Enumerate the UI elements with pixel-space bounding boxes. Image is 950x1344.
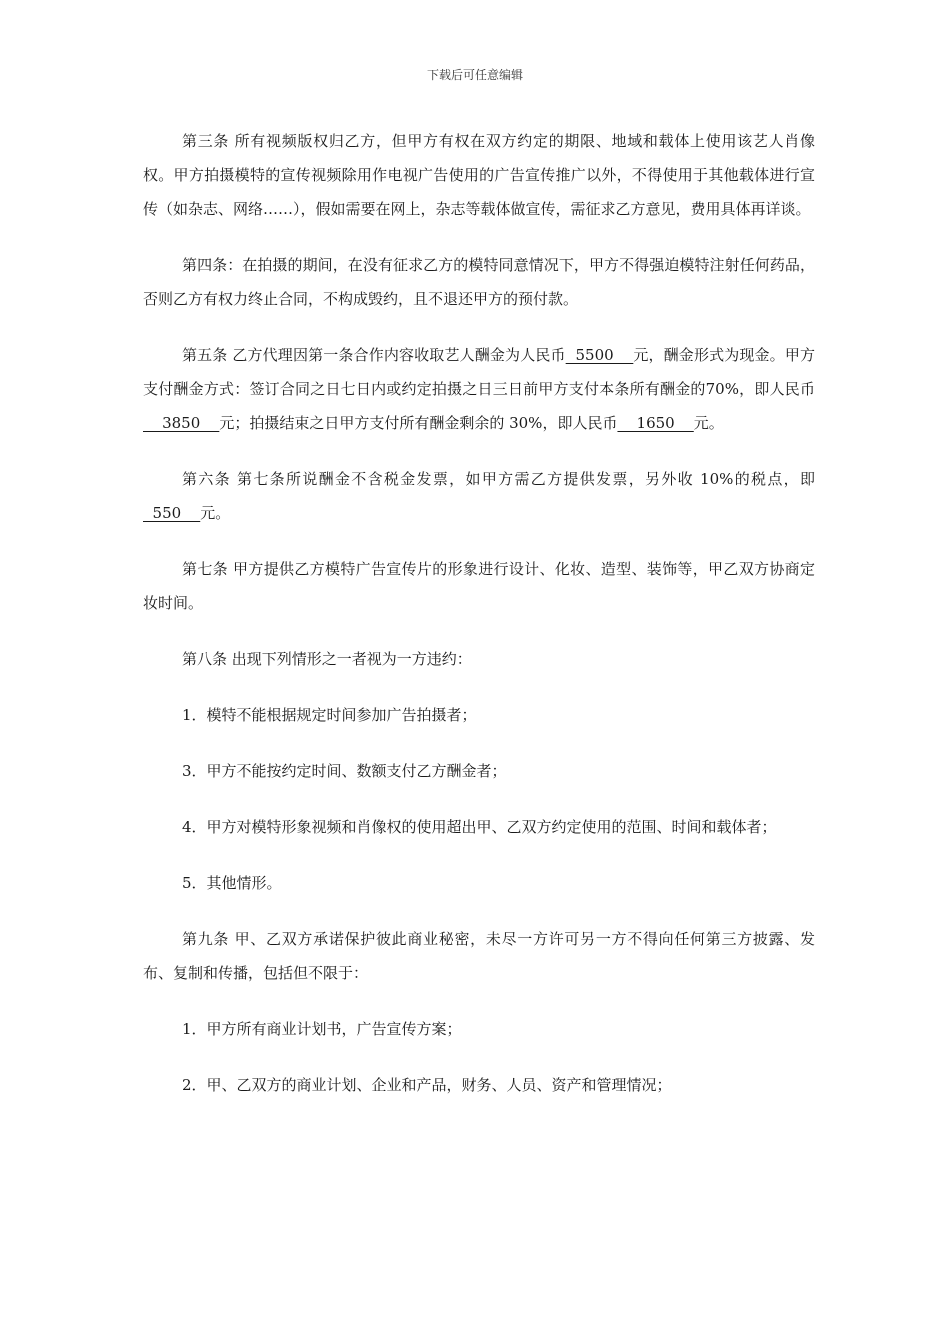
balance-amount: 1650 bbox=[617, 414, 694, 432]
article-6-text-2: 元。 bbox=[200, 504, 231, 522]
article-8-item: 5．其他情形。 bbox=[182, 874, 282, 892]
article-7: 第七条 甲方提供乙方模特广告宣传片的形象进行设计、化妆、造型、装饰等，甲乙双方协商定妆时间。 bbox=[143, 560, 815, 612]
article-8-item: 1．模特不能根据规定时间参加广告拍摄者； bbox=[182, 706, 477, 724]
article-5-text-3: 元；拍摄结束之日甲方支付所有酬金剩余的 30%，即人民币 bbox=[219, 414, 618, 432]
article-5-text-2: 元，酬金形式为现金。甲方支付酬金方式：签订合同之日七日内或约定拍摄之日三日前甲方支付本条所有酬金的70%，即人民币 bbox=[143, 346, 815, 398]
article-5-text-1: 第五条 乙方代理因第一条合作内容收取艺人酬金为人民币 bbox=[182, 346, 566, 364]
article-6 bbox=[143, 462, 815, 530]
article-3: 第三条 所有视频版权归乙方，但甲方有权在双方约定的期限、地域和载体上使用该艺人肖像权。甲方拍摄模特的宣传视频除用作电视广告使用的广告宣传推广以外，不得使用于其他载体进行宣传（如杂志、网络……），假如需要在网上，杂志等载体做宣传，需征求乙方意见，费用具体再详谈。 bbox=[143, 132, 815, 218]
article-5-text-4: 元。 bbox=[693, 414, 724, 432]
deposit-amount: 3850 bbox=[143, 414, 220, 432]
article-5 bbox=[143, 338, 815, 440]
article-9: 第九条 甲、乙双方承诺保护彼此商业秘密，未尽一方许可另一方不得向任何第三方披露、发布、复制和传播，包括但不限于： bbox=[143, 930, 815, 982]
article-8-item: 3．甲方不能按约定时间、数额支付乙方酬金者； bbox=[182, 762, 507, 780]
article-9-item: 1．甲方所有商业计划书，广告宣传方案； bbox=[182, 1020, 462, 1038]
article-9-item: 2．甲、乙双方的商业计划、企业和产品，财务、人员、资产和管理情况； bbox=[182, 1076, 672, 1094]
page-header: 下载后可任意编辑 bbox=[426, 68, 523, 82]
article-8-item: 4．甲方对模特形象视频和肖像权的使用超出甲、乙双方约定使用的范围、时间和载体者； bbox=[182, 818, 777, 836]
article-4: 第四条：在拍摄的期间，在没有征求乙方的模特同意情况下，甲方不得强迫模特注射任何药品，否则乙方有权力终止合同，不构成毁约，且不退还甲方的预付款。 bbox=[143, 256, 815, 308]
article-6-text-1: 第六条 第七条所说酬金不含税金发票，如甲方需乙方提供发票，另外收 10%的税点，即 bbox=[182, 470, 815, 488]
article-8: 第八条 出现下列情形之一者视为一方违约： bbox=[182, 650, 472, 668]
fee-amount: 5500 bbox=[565, 346, 634, 364]
contract-body bbox=[143, 124, 815, 1124]
tax-amount: 550 bbox=[143, 504, 201, 522]
